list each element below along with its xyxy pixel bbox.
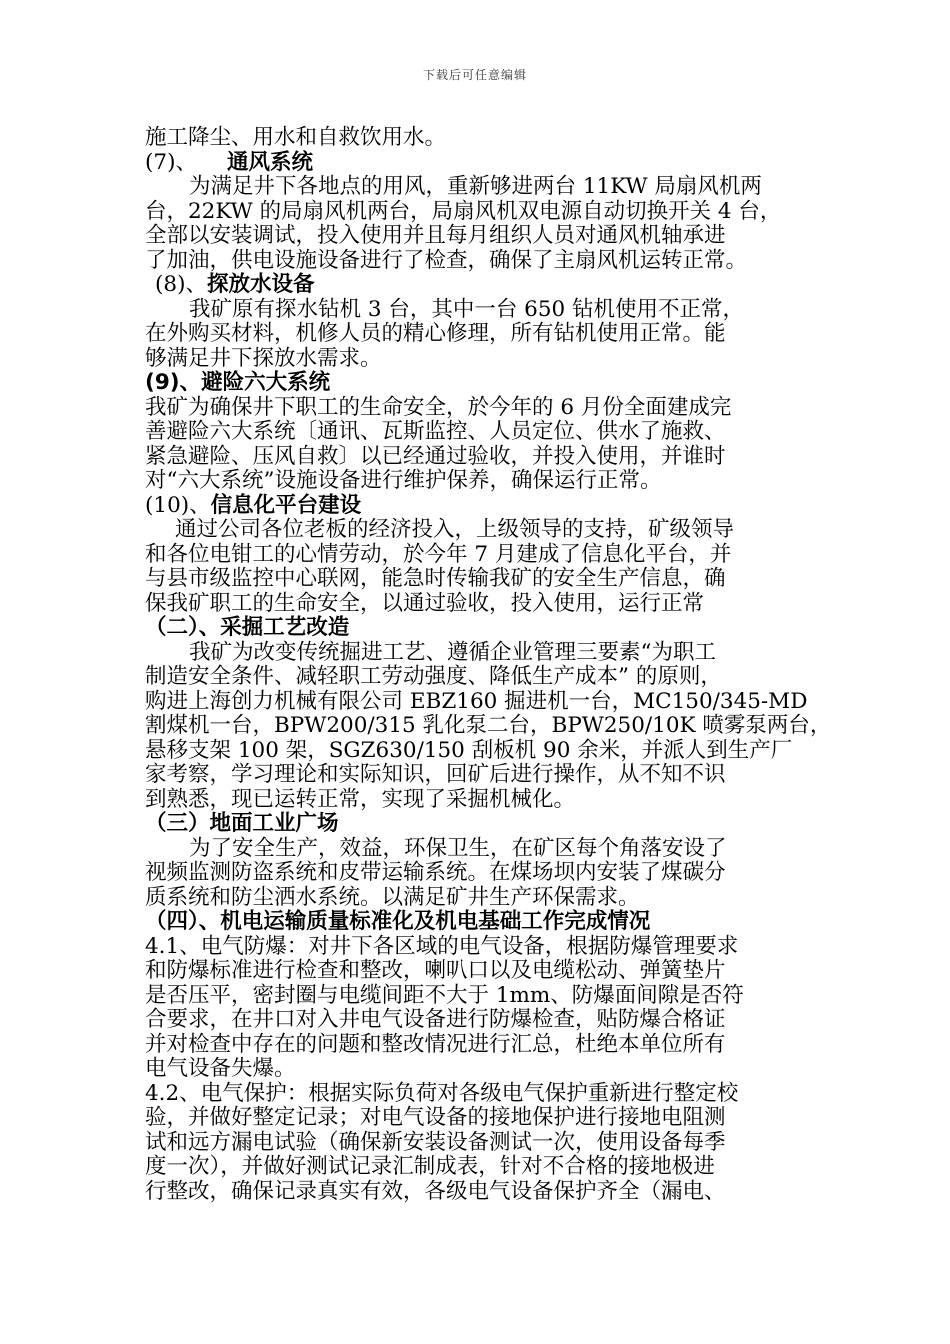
- text-line: 施工降尘、用水和自救饮用水。: [145, 125, 447, 150]
- section-heading-3: （三）地面工业广场: [145, 811, 339, 836]
- text-line: 质系统和防尘洒水系统。以满足矿井生产环保需求。: [145, 884, 640, 910]
- text-line: 和防爆标准进行检查和整改，喇叭口以及电缆松动、弹簧垫片: [145, 958, 726, 983]
- text-line: 行整改，确保记录真实有效，各级电气设备保护齐全（漏电、: [145, 1178, 726, 1204]
- section-title: 信息化平台建设: [210, 492, 362, 518]
- page-header: 下载后可任意编辑: [422, 68, 527, 82]
- text-line: 并对检查中存在的问题和整改情况进行汇总，杜绝本单位所有: [145, 1031, 726, 1057]
- document-body: [145, 126, 835, 1204]
- text-line: 为满足井下各地点的用风，重新够进两台 11KW 局扇风机两: [189, 174, 762, 199]
- section-title: 通风系统: [226, 149, 313, 175]
- section-heading-4: （四）、机电运输质量标准化及机电基础工作完成情况: [145, 909, 651, 934]
- text-line: 紧急避险、压风自救〕以已经通过验收，并投入使用，并谁时: [145, 443, 726, 469]
- text-line: 与县市级监控中心联网，能急时传输我矿的安全生产信息，确: [145, 566, 726, 591]
- section-number: (8)、: [155, 272, 207, 297]
- text-line: 制造安全条件、减轻职工劳动强度、降低生产成本” 的原则，: [145, 664, 722, 689]
- text-line: 台，22KW 的局扇风机两台，局扇风机双电源自动切换开关 4 台，: [145, 198, 782, 224]
- section-heading-7: [145, 151, 835, 176]
- text-line: 合要求，在井口对入井电气设备进行防爆检查，贴防爆合格证: [145, 1007, 726, 1032]
- text-line: 善避险六大系统〔通讯、瓦斯监控、人员定位、供水了施救、: [145, 419, 726, 444]
- text-line: 悬移支架 100 架，SGZ630/150 刮板机 90 余米，并派人到生产厂: [145, 737, 793, 763]
- text-line: 是否压平，密封圈与电缆间距不大于 1mm、防爆面间隙是否符: [145, 982, 744, 1008]
- section-number: (10)、: [145, 492, 211, 518]
- text-line: 全部以安装调试，投入使用并且每月组织人员对通风机轴承进: [145, 223, 726, 248]
- section-title: 探放水设备: [206, 272, 315, 297]
- section-heading-8: [145, 273, 835, 298]
- section-heading-2: （二）、采掘工艺改造: [145, 615, 350, 640]
- text-line: 割煤机一台，BPW200/315 乳化泵二台，BPW250/10K 喷雾泵两台，: [145, 713, 832, 738]
- text-line: 对“六大系统”设施设备进行维护保养，确保运行正常。: [145, 468, 662, 493]
- text-line: 为了安全生产，效益，环保卫生，在矿区每个角落安设了: [189, 835, 727, 861]
- text-line: 保我矿职工的生命安全，以通过验收，投入使用，运行正常: [145, 590, 705, 616]
- section-heading-10: [145, 494, 835, 519]
- section-number: (7)、: [145, 149, 197, 175]
- text-line: 我矿为改变传统掘进工艺、遵循企业管理三要素“为职工: [189, 639, 716, 665]
- text-line: 和各位电钳工的心情劳动，於今年 7 月建成了信息化平台，并: [145, 541, 732, 567]
- text-line: 4.1、电气防爆：对井下各区域的电气设备，根据防爆管理要求: [145, 933, 739, 959]
- text-line: 验，并做好整定记录；对电气设备的接地保护进行接地电阻测: [145, 1105, 726, 1130]
- text-line: 我矿原有探水钻机 3 台，其中一台 650 钻机使用不正常，: [189, 296, 745, 322]
- text-line: 购进上海创力机械有限公司 EBZ160 掘进机一台，MC150/345-MD: [145, 688, 808, 714]
- text-line: 到熟悉，现已运转正常，实现了采掘机械化。: [145, 786, 576, 812]
- text-line: 了加油，供电设施设备进行了检查，确保了主扇风机运转正常。: [145, 247, 748, 273]
- text-line: 通过公司各位老板的经济投入，上级领导的支持，矿级领导: [175, 517, 735, 542]
- section-heading-9: (9)、避险六大系统: [145, 370, 331, 395]
- text-line: 我矿为确保井下职工的生命安全，於今年的 6 月份全面建成完: [145, 394, 732, 420]
- text-line: 4.2、电气保护：根据实际负荷对各级电气保护重新进行整定校: [145, 1080, 739, 1106]
- text-line: 度一次），并做好测试记录汇制成表，针对不合格的接地极进: [145, 1154, 715, 1179]
- text-line: 够满足井下探放水需求。: [145, 345, 382, 371]
- text-line: 电气设备失爆。: [145, 1056, 296, 1081]
- text-line: 试和远方漏电试验（确保新安装设备测试一次，使用设备每季: [145, 1129, 726, 1155]
- text-line: 视频监测防盗系统和皮带运输系统。在煤场坝内安装了煤碳分: [145, 860, 726, 885]
- text-line: 在外购买材料，机修人员的精心修理，所有钻机使用正常。能: [145, 321, 726, 346]
- text-line: 家考察，学习理论和实际知识，回矿后进行操作，从不知不识: [145, 762, 726, 787]
